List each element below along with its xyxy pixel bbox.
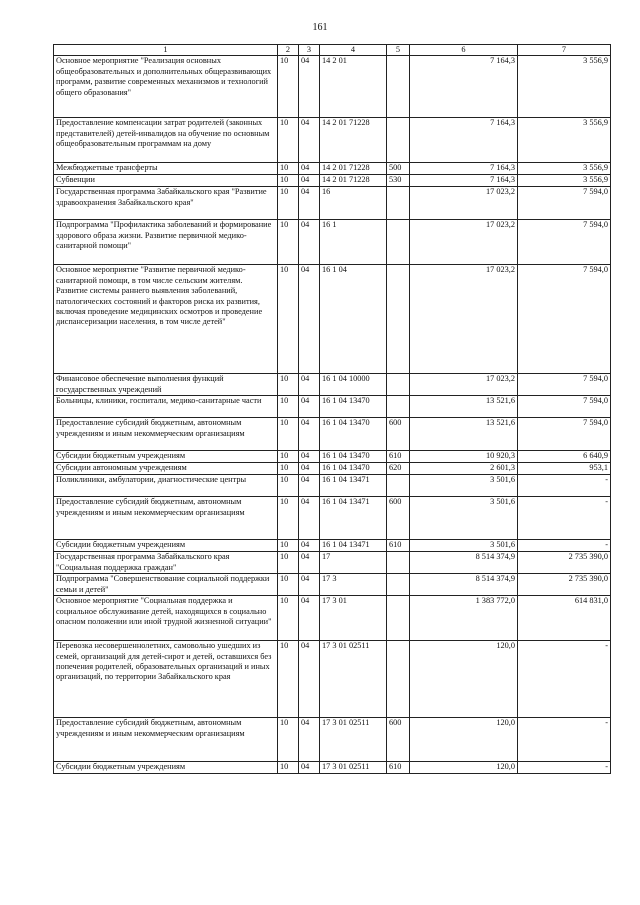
- header-col-1: 1: [54, 45, 278, 56]
- row-section: 10: [278, 163, 299, 175]
- row-section: 10: [278, 396, 299, 418]
- row-subsection: 04: [299, 718, 320, 762]
- row-name: Межбюджетные трансферты: [54, 163, 278, 175]
- row-amount-2: 2 735 390,0: [518, 552, 611, 574]
- row-amount-2: -: [518, 475, 611, 497]
- row-expense-type: [387, 574, 410, 596]
- row-expense-type: 610: [387, 540, 410, 552]
- row-name: Основное мероприятие "Реализация основных общеобразовательных и дополнительных общеразвивающих программ, развитие современных механизмов и технологий общего образования": [54, 56, 278, 118]
- row-section: 10: [278, 374, 299, 396]
- row-amount-1: 7 164,3: [410, 56, 518, 118]
- row-subsection: 04: [299, 418, 320, 451]
- row-name: Поликлиники, амбулатории, диагностические центры: [54, 475, 278, 497]
- row-subsection: 04: [299, 265, 320, 374]
- row-name: Субсидии бюджетным учреждениям: [54, 762, 278, 774]
- row-amount-2: 3 556,9: [518, 175, 611, 187]
- row-expense-type: 600: [387, 718, 410, 762]
- row-target-code: 17 3 01: [320, 596, 387, 641]
- row-subsection: 04: [299, 220, 320, 265]
- row-target-code: 16 1: [320, 220, 387, 265]
- row-amount-2: 7 594,0: [518, 374, 611, 396]
- table-row: [54, 265, 611, 374]
- row-amount-2: 7 594,0: [518, 187, 611, 220]
- row-expense-type: [387, 552, 410, 574]
- row-name: Основное мероприятие "Социальная поддержка и социальное обслуживание детей, находящихся в социально опасном положении или иной трудной жизненной ситуации": [54, 596, 278, 641]
- row-target-code: 17 3 01 02511: [320, 762, 387, 774]
- table-row: [54, 475, 611, 497]
- row-target-code: 14 2 01 71228: [320, 163, 387, 175]
- row-amount-2: 953,1: [518, 463, 611, 475]
- table-row: [54, 418, 611, 451]
- row-expense-type: 610: [387, 762, 410, 774]
- budget-table: [53, 44, 611, 774]
- row-amount-1: 7 164,3: [410, 175, 518, 187]
- row-name: Государственная программа Забайкальского края "Развитие здравоохранения Забайкальского края": [54, 187, 278, 220]
- row-amount-1: 120,0: [410, 641, 518, 718]
- row-amount-2: 7 594,0: [518, 220, 611, 265]
- row-expense-type: 500: [387, 163, 410, 175]
- row-subsection: 04: [299, 497, 320, 540]
- row-name: Финансовое обеспечение выполнения функций государственных учреждений: [54, 374, 278, 396]
- table-row: [54, 175, 611, 187]
- row-target-code: 16 1 04 13470: [320, 418, 387, 451]
- row-target-code: 17 3 01 02511: [320, 718, 387, 762]
- row-expense-type: [387, 118, 410, 163]
- row-amount-1: 13 521,6: [410, 396, 518, 418]
- table-row: [54, 451, 611, 463]
- row-section: 10: [278, 762, 299, 774]
- row-subsection: 04: [299, 540, 320, 552]
- row-amount-1: 17 023,2: [410, 220, 518, 265]
- row-section: 10: [278, 220, 299, 265]
- row-section: 10: [278, 574, 299, 596]
- table-row: [54, 718, 611, 762]
- row-section: 10: [278, 552, 299, 574]
- header-col-5: 5: [387, 45, 410, 56]
- row-expense-type: [387, 187, 410, 220]
- row-target-code: 16 1 04: [320, 265, 387, 374]
- row-subsection: 04: [299, 641, 320, 718]
- row-amount-2: -: [518, 497, 611, 540]
- table-row: [54, 163, 611, 175]
- row-subsection: 04: [299, 596, 320, 641]
- row-target-code: 16 1 04 13470: [320, 463, 387, 475]
- row-amount-1: 3 501,6: [410, 540, 518, 552]
- table-row: [54, 396, 611, 418]
- row-amount-1: 3 501,6: [410, 475, 518, 497]
- row-target-code: 16 1 04 13471: [320, 497, 387, 540]
- row-name: Субсидии автономным учреждениям: [54, 463, 278, 475]
- row-section: 10: [278, 596, 299, 641]
- row-name: Предоставление субсидий бюджетным, автономным учреждениям и иным некоммерческим организациям: [54, 418, 278, 451]
- row-target-code: 16 1 04 13471: [320, 540, 387, 552]
- row-amount-1: 2 601,3: [410, 463, 518, 475]
- row-amount-2: 614 831,0: [518, 596, 611, 641]
- row-amount-2: 3 556,9: [518, 118, 611, 163]
- row-expense-type: [387, 56, 410, 118]
- row-amount-2: 3 556,9: [518, 163, 611, 175]
- table-row: [54, 574, 611, 596]
- header-col-2: 2: [278, 45, 299, 56]
- row-expense-type: 600: [387, 497, 410, 540]
- table-row: [54, 56, 611, 118]
- row-expense-type: [387, 475, 410, 497]
- row-amount-1: 17 023,2: [410, 374, 518, 396]
- table-row: [54, 220, 611, 265]
- row-subsection: 04: [299, 475, 320, 497]
- row-subsection: 04: [299, 552, 320, 574]
- row-target-code: 17 3 01 02511: [320, 641, 387, 718]
- row-expense-type: 530: [387, 175, 410, 187]
- table-row: [54, 641, 611, 718]
- row-expense-type: 620: [387, 463, 410, 475]
- row-expense-type: [387, 641, 410, 718]
- row-subsection: 04: [299, 374, 320, 396]
- row-expense-type: 600: [387, 418, 410, 451]
- table-row: [54, 762, 611, 774]
- row-amount-2: -: [518, 641, 611, 718]
- row-section: 10: [278, 497, 299, 540]
- row-name: Подпрограмма "Профилактика заболеваний и формирование здорового образа жизни. Развитие первичной медико-санитарной помощи": [54, 220, 278, 265]
- row-name: Субсидии бюджетным учреждениям: [54, 540, 278, 552]
- row-target-code: 14 2 01 71228: [320, 118, 387, 163]
- header-col-7: 7: [518, 45, 611, 56]
- row-target-code: 16 1 04 13470: [320, 396, 387, 418]
- row-name: Субвенции: [54, 175, 278, 187]
- row-expense-type: [387, 596, 410, 641]
- row-target-code: 14 2 01: [320, 56, 387, 118]
- row-amount-1: 17 023,2: [410, 265, 518, 374]
- row-section: 10: [278, 118, 299, 163]
- row-section: 10: [278, 718, 299, 762]
- row-name: Государственная программа Забайкальского края "Социальная поддержка граждан": [54, 552, 278, 574]
- row-subsection: 04: [299, 451, 320, 463]
- row-expense-type: [387, 374, 410, 396]
- row-target-code: 16: [320, 187, 387, 220]
- row-subsection: 04: [299, 175, 320, 187]
- row-section: 10: [278, 418, 299, 451]
- row-name: Основное мероприятие "Развитие первичной медико-санитарной помощи, в том числе сельским жителям. Развитие системы раннего выявления заболеваний, патологических состояний и факторов риска их развития, включая проведение медицинских осмотров и проведение диспансеризации населения, в том числе детей": [54, 265, 278, 374]
- row-section: 10: [278, 540, 299, 552]
- row-section: 10: [278, 451, 299, 463]
- table-row: [54, 374, 611, 396]
- row-target-code: 16 1 04 13470: [320, 451, 387, 463]
- row-amount-1: 13 521,6: [410, 418, 518, 451]
- row-name: Предоставление субсидий бюджетным, автономным учреждениям и иным некоммерческим организациям: [54, 718, 278, 762]
- header-col-6: 6: [410, 45, 518, 56]
- table-row: [54, 540, 611, 552]
- row-amount-1: 7 164,3: [410, 163, 518, 175]
- row-amount-1: 120,0: [410, 718, 518, 762]
- row-amount-1: 10 920,3: [410, 451, 518, 463]
- row-amount-1: 8 514 374,9: [410, 552, 518, 574]
- row-subsection: 04: [299, 118, 320, 163]
- row-expense-type: [387, 265, 410, 374]
- row-subsection: 04: [299, 187, 320, 220]
- row-section: 10: [278, 265, 299, 374]
- row-amount-2: -: [518, 762, 611, 774]
- row-amount-1: 7 164,3: [410, 118, 518, 163]
- header-col-4: 4: [320, 45, 387, 56]
- row-subsection: 04: [299, 574, 320, 596]
- row-name: Субсидии бюджетным учреждениям: [54, 451, 278, 463]
- row-amount-2: -: [518, 718, 611, 762]
- row-amount-2: 7 594,0: [518, 396, 611, 418]
- row-subsection: 04: [299, 762, 320, 774]
- row-section: 10: [278, 56, 299, 118]
- row-amount-2: 7 594,0: [518, 418, 611, 451]
- row-name: Предоставление субсидий бюджетным, автономным учреждениям и иным некоммерческим организациям: [54, 497, 278, 540]
- row-subsection: 04: [299, 56, 320, 118]
- table-row: [54, 497, 611, 540]
- row-amount-2: 6 640,9: [518, 451, 611, 463]
- row-section: 10: [278, 641, 299, 718]
- row-amount-2: 2 735 390,0: [518, 574, 611, 596]
- row-amount-2: -: [518, 540, 611, 552]
- row-subsection: 04: [299, 396, 320, 418]
- row-subsection: 04: [299, 463, 320, 475]
- header-col-3: 3: [299, 45, 320, 56]
- row-expense-type: [387, 220, 410, 265]
- row-amount-2: 3 556,9: [518, 56, 611, 118]
- row-target-code: 16 1 04 13471: [320, 475, 387, 497]
- row-name: Перевозка несовершеннолетних, самовольно ушедших из семей, организаций для детей-сирот и детей, оставшихся без попечения родителей, образовательных организаций и иных организаций, по территории Забайкальского края: [54, 641, 278, 718]
- row-target-code: 16 1 04 10000: [320, 374, 387, 396]
- row-target-code: 14 2 01 71228: [320, 175, 387, 187]
- row-amount-1: 120,0: [410, 762, 518, 774]
- table-row: [54, 187, 611, 220]
- row-target-code: 17 3: [320, 574, 387, 596]
- page-number: 161: [312, 22, 328, 33]
- row-name: Подпрограмма "Совершенствование социальной поддержки семьи и детей": [54, 574, 278, 596]
- table-row: [54, 552, 611, 574]
- row-name: Больницы, клиники, госпитали, медико-санитарные части: [54, 396, 278, 418]
- row-section: 10: [278, 475, 299, 497]
- row-amount-1: 3 501,6: [410, 497, 518, 540]
- table-row: [54, 463, 611, 475]
- table-row: [54, 596, 611, 641]
- row-subsection: 04: [299, 163, 320, 175]
- row-amount-2: 7 594,0: [518, 265, 611, 374]
- row-name: Предоставление компенсации затрат родителей (законных представителей) детей-инвалидов на обучение по основным общеобразовательным программам на дому: [54, 118, 278, 163]
- row-section: 10: [278, 175, 299, 187]
- row-section: 10: [278, 463, 299, 475]
- row-expense-type: [387, 396, 410, 418]
- header-row: [54, 45, 611, 56]
- table-row: [54, 118, 611, 163]
- row-section: 10: [278, 187, 299, 220]
- row-amount-1: 8 514 374,9: [410, 574, 518, 596]
- row-amount-1: 1 383 772,0: [410, 596, 518, 641]
- row-amount-1: 17 023,2: [410, 187, 518, 220]
- row-expense-type: 610: [387, 451, 410, 463]
- row-target-code: 17: [320, 552, 387, 574]
